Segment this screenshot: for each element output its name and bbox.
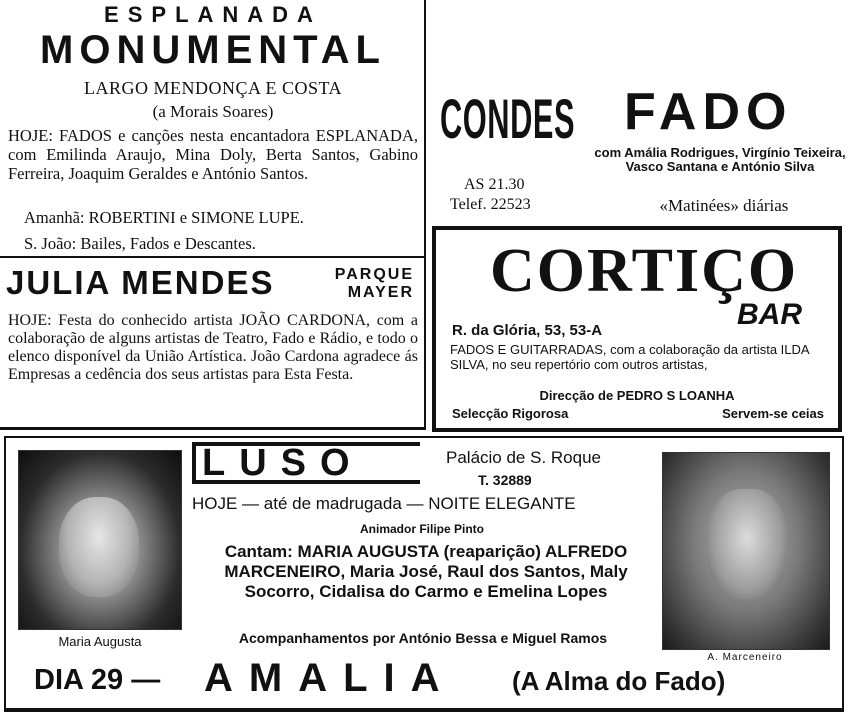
- cortico-direction: Direcção de PEDRO S LOANHA: [539, 388, 735, 403]
- condes-phone: Telef. 22523: [450, 196, 531, 213]
- luso-logo: LUSO: [192, 442, 420, 484]
- condes-time: AS 21.30: [464, 176, 525, 193]
- luso-cast: Cantam: MARIA AUGUSTA (reaparição) ALFREDO MARCENEIRO, Maria José, Raul dos Santos, Maly Socorro, Cidalisa do Carmo e Emelina Lopes: [224, 542, 628, 601]
- esplanada-sao-joao: S. João: Bailes, Fados e Descantes.: [24, 234, 256, 253]
- luso-headliner: AMALIA: [204, 656, 456, 700]
- esplanada-title-main: MONUMENTAL: [40, 28, 386, 72]
- luso-place: Palácio de S. Roque: [446, 448, 601, 467]
- luso-phone: T. 32889: [478, 472, 532, 488]
- esplanada-subaddress: (a Morais Soares): [152, 102, 274, 121]
- esplanada-body: HOJE: FADOS e canções nesta encantadora ESPLANADA, com Emilinda Araujo, Mina Doly, Berta Santos, Gabino Ferreira, Joaquim Geraldes e António Santos.: [8, 126, 418, 183]
- portrait-face: [707, 489, 787, 599]
- esplanada-address: LARGO MENDONÇA E COSTA: [83, 78, 343, 98]
- portrait-face: [59, 497, 139, 597]
- cortico-serve: Servem-se ceias: [722, 406, 824, 421]
- luso-host: Animador Filipe Pinto: [359, 522, 484, 536]
- luso-date: DIA 29 —: [34, 664, 161, 696]
- fado-cast: com Amália Rodrigues, Virgínio Teixeira, Vasco Santana e António Silva: [594, 145, 846, 174]
- luso-ad: [4, 436, 844, 712]
- cortico-address: R. da Glória, 53, 53-A: [452, 322, 603, 339]
- cortico-body: FADOS E GUITARRADAS, com a colaboração da artista ILDA SILVA, no seu repertório com outros artistas,: [450, 342, 809, 372]
- esplanada-ad: [0, 0, 426, 258]
- marceneiro-photo: [662, 452, 830, 650]
- photo-caption-left: Maria Augusta: [58, 634, 142, 649]
- luso-tonight: HOJE — até de madrugada — NOITE ELEGANTE: [192, 494, 576, 513]
- cortico-selection: Selecção Rigorosa: [452, 406, 569, 421]
- condes-fado-ad: [428, 0, 851, 220]
- julia-mendes-title: JULIA MENDES: [6, 264, 275, 301]
- condes-title: CONDES: [440, 87, 576, 150]
- cortico-bar-label: BAR: [737, 298, 802, 331]
- esplanada-title-top: ESPLANADA: [104, 2, 322, 27]
- julia-mendes-ad: [0, 258, 426, 430]
- julia-mendes-body: HOJE: Festa do conhecido artista JOÃO CARDONA, com a colaboração de alguns artistas de Teatro, Fado e Rádio, e todo o elenco disponível da União Artística. João Cardona agradece ás Empresas a cedência dos seus artistas para Esta Festa.: [8, 312, 418, 383]
- esplanada-tomorrow: Amanhã: ROBERTINI e SIMONE LUPE.: [24, 208, 304, 227]
- luso-headliner-note: (A Alma do Fado): [512, 666, 726, 696]
- fado-matinees: «Matinées» diárias: [659, 196, 789, 215]
- luso-accompaniment: Acompanhamentos por António Bessa e Miguel Ramos: [238, 630, 608, 646]
- cortico-bar-ad: [432, 226, 842, 432]
- fado-title: FADO: [624, 83, 793, 141]
- maria-augusta-photo: [18, 450, 182, 630]
- julia-mendes-location: PARQUE MAYER: [334, 266, 414, 301]
- cortico-title: CORTIÇO: [490, 237, 799, 305]
- photo-caption-right: A. Marceneiro: [707, 652, 783, 663]
